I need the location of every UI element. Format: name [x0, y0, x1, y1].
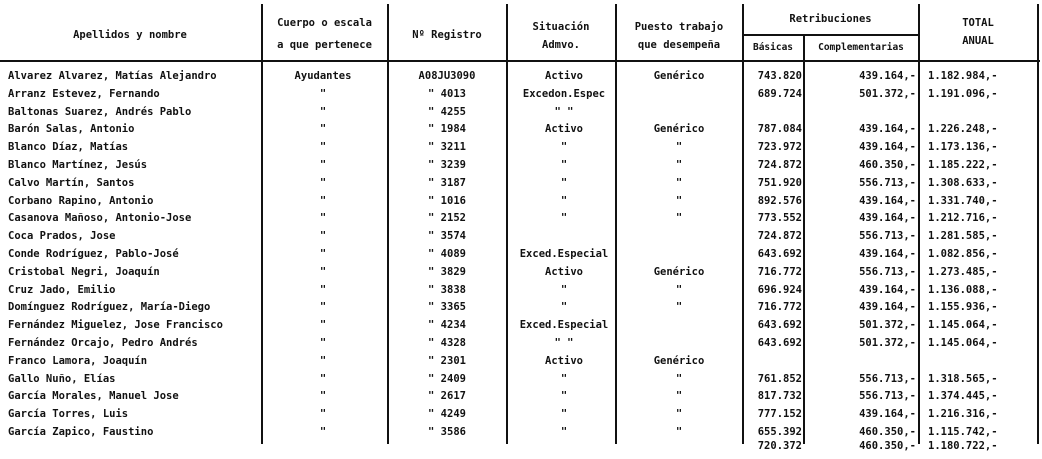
- header-situacion-line1: Situación: [532, 21, 590, 33]
- row-body: ": [319, 337, 327, 349]
- row-name: García Zapico, Faustino: [8, 426, 154, 438]
- row-name: Blanco Martínez, Jesús: [8, 159, 148, 171]
- row-registro: " 4013: [428, 87, 466, 100]
- retribuciones-rule: [742, 34, 918, 36]
- row-puesto: ": [675, 176, 683, 189]
- row-complementarias: 439.164,-: [859, 212, 916, 225]
- row-complementarias: 439.164,-: [859, 194, 916, 207]
- row-situacion: Activo: [545, 354, 583, 367]
- row-basicas: 817.732: [757, 390, 802, 403]
- row-complementarias: 460.350,-: [859, 159, 916, 171]
- row-basicas: 777.152: [757, 408, 802, 421]
- row-complementarias: 439.164,-: [859, 283, 916, 296]
- row-registro: " 3239: [428, 159, 466, 171]
- row-total: 1.226.248,-: [928, 123, 998, 136]
- row-body: ": [319, 301, 327, 314]
- row-complementarias: 439.164,-: [859, 408, 916, 421]
- row-body: ": [319, 194, 327, 207]
- header-registro: Nº Registro: [412, 29, 482, 41]
- row-puesto: Genérico: [653, 123, 705, 136]
- row-total: 1.212.716,-: [928, 212, 998, 225]
- row-puesto: ": [675, 301, 683, 314]
- row-body: Ayudantes: [294, 70, 352, 82]
- row-puesto: ": [675, 372, 683, 385]
- row-registro: " 3838: [428, 283, 466, 296]
- row-complementarias: 556.713,-: [859, 176, 916, 189]
- row-situacion: ": [560, 283, 568, 296]
- row-situacion: Exced.Especial: [519, 248, 609, 260]
- row-complementarias: 556.713,-: [859, 372, 916, 385]
- row-complementarias: 501.372,-: [859, 337, 916, 349]
- row-body: ": [319, 230, 327, 243]
- row-body: ": [319, 354, 327, 367]
- column-rule: [261, 4, 263, 444]
- row-basicas: 751.920: [757, 176, 802, 189]
- row-complementarias: 439.164,-: [859, 248, 916, 260]
- row-puesto: Genérico: [653, 70, 705, 82]
- row-total: 1.216.316,-: [928, 408, 998, 421]
- row-body: ": [319, 248, 327, 260]
- header-retribuciones: Retribuciones: [789, 13, 872, 25]
- row-basicas: 787.084: [757, 123, 802, 136]
- row-body: ": [319, 212, 327, 225]
- row-total: 1.082.856,-: [928, 248, 998, 260]
- row-body: ": [319, 87, 327, 100]
- row-name: García Morales, Manuel Jose: [8, 390, 179, 403]
- row-basicas: 655.392: [757, 426, 802, 438]
- header-total-line2: ANUAL: [962, 35, 994, 47]
- row-registro: " 2152: [428, 212, 466, 225]
- row-basicas: 716.772: [757, 265, 802, 278]
- row-total: 1.273.485,-: [928, 265, 998, 278]
- row-basicas: 743.820: [757, 70, 802, 82]
- row-basicas: 892.576: [757, 194, 802, 207]
- row-situacion: ": [560, 426, 568, 438]
- row-situacion: ": [560, 212, 568, 225]
- row-registro: " 3586: [428, 426, 466, 438]
- row-complementarias: 556.713,-: [859, 390, 916, 403]
- row-situacion: Activo: [545, 265, 583, 278]
- row-name: Blanco Díaz, Matías: [8, 141, 129, 154]
- row-total: 1.115.742,-: [928, 426, 998, 438]
- row-total: 1.308.633,-: [928, 176, 998, 189]
- row-total: 1.331.740,-: [928, 194, 998, 207]
- row-puesto: ": [675, 426, 683, 438]
- row-puesto: Genérico: [653, 265, 705, 278]
- header-complementarias: Complementarias: [818, 42, 904, 53]
- row-situacion: Activo: [545, 70, 583, 82]
- header-situacion-line2: Admvo.: [542, 39, 580, 51]
- row-name: Cruz Jado, Emilio: [8, 283, 116, 296]
- row-body: ": [319, 123, 327, 136]
- row-body: ": [319, 319, 327, 332]
- row-basicas: 724.872: [757, 230, 802, 243]
- row-registro: " 2409: [428, 372, 466, 385]
- row-puesto: ": [675, 390, 683, 403]
- row-puesto: ": [675, 159, 683, 171]
- row-name: Baltonas Suarez, Andrés Pablo: [8, 105, 192, 118]
- row-basicas: 723.972: [757, 141, 802, 154]
- row-body: ": [319, 426, 327, 438]
- row-name: Arranz Estevez, Fernando: [8, 87, 160, 100]
- row-body: ": [319, 176, 327, 189]
- row-name: Fernández Orcajo, Pedro Andrés: [8, 337, 198, 349]
- row-name: Casanova Mañoso, Antonio-Jose: [8, 212, 192, 225]
- row-basicas: 716.772: [757, 301, 802, 314]
- row-total: 1.173.136,-: [928, 141, 998, 154]
- row-body: ": [319, 105, 327, 118]
- row-situacion: ": [560, 176, 568, 189]
- row-basicas: 643.692: [757, 319, 802, 332]
- row-basicas: 643.692: [757, 337, 802, 349]
- row-puesto: ": [675, 408, 683, 421]
- row-total: 1.185.222,-: [928, 159, 998, 171]
- column-rule: [918, 4, 920, 444]
- row-name: Domínguez Rodríguez, María-Diego: [8, 301, 211, 314]
- row-name: Calvo Martín, Santos: [8, 176, 135, 189]
- row-registro: " 3187: [428, 176, 466, 189]
- column-rule: [506, 4, 508, 444]
- row-body: ": [319, 390, 327, 403]
- row-complementarias: 439.164,-: [859, 141, 916, 154]
- row-total: 1.191.096,-: [928, 87, 998, 100]
- row-basicas: 720.372: [757, 440, 802, 452]
- header-puesto-line1: Puesto trabajo: [634, 21, 724, 33]
- row-registro: " 2617: [428, 390, 466, 403]
- row-registro: " 4328: [428, 337, 466, 349]
- row-situacion: ": [560, 194, 568, 207]
- row-name: Corbano Rapino, Antonio: [8, 194, 154, 207]
- row-registro: " 3365: [428, 301, 466, 314]
- row-puesto: ": [675, 283, 683, 296]
- row-name: Barón Salas, Antonio: [8, 123, 135, 136]
- row-body: ": [319, 283, 327, 296]
- row-complementarias: 460.350,-: [859, 426, 916, 438]
- row-name: Gallo Nuño, Elías: [8, 372, 116, 385]
- row-registro: " 3211: [428, 141, 466, 154]
- row-puesto: ": [675, 194, 683, 207]
- row-complementarias: 501.372,-: [859, 87, 916, 100]
- row-situacion: ": [560, 141, 568, 154]
- row-puesto: ": [675, 141, 683, 154]
- row-body: ": [319, 159, 327, 171]
- row-situacion: Exced.Especial: [519, 319, 609, 332]
- row-basicas: 643.692: [757, 248, 802, 260]
- row-complementarias: 439.164,-: [859, 301, 916, 314]
- header-puesto-line2: que desempeña: [637, 39, 721, 51]
- row-situacion: ": [560, 408, 568, 421]
- row-total: 1.145.064,-: [928, 319, 998, 332]
- column-rule: [387, 4, 389, 444]
- row-body: ": [319, 141, 327, 154]
- row-situacion: Excedon.Espec: [522, 87, 606, 100]
- row-situacion: Activo: [545, 123, 583, 136]
- row-complementarias: 501.372,-: [859, 319, 916, 332]
- row-registro: A08JU3090: [418, 70, 476, 82]
- row-situacion: " ": [554, 337, 574, 349]
- row-puesto: Genérico: [653, 354, 705, 367]
- row-registro: " 4249: [428, 408, 466, 421]
- row-body: ": [319, 408, 327, 421]
- row-name: Conde Rodríguez, Pablo-José: [8, 248, 179, 260]
- row-complementarias: 460.350,-: [859, 440, 916, 452]
- header-rule: [0, 60, 1040, 62]
- row-situacion: ": [560, 372, 568, 385]
- row-situacion: ": [560, 159, 568, 171]
- row-registro: " 4255: [428, 105, 466, 118]
- row-registro: " 1984: [428, 123, 466, 136]
- row-registro: " 3829: [428, 265, 466, 278]
- row-total: 1.136.088,-: [928, 283, 998, 296]
- row-puesto: ": [675, 212, 683, 225]
- row-complementarias: 556.713,-: [859, 230, 916, 243]
- row-total: 1.182.984,-: [928, 70, 998, 82]
- row-total: 1.180.722,-: [928, 440, 998, 452]
- row-total: 1.281.585,-: [928, 230, 998, 243]
- row-basicas: 689.724: [757, 87, 802, 100]
- row-total: 1.145.064,-: [928, 337, 998, 349]
- row-basicas: 696.924: [757, 283, 802, 296]
- row-total: 1.374.445,-: [928, 390, 998, 403]
- row-situacion: " ": [554, 105, 574, 118]
- row-basicas: 761.852: [757, 372, 802, 385]
- row-body: ": [319, 372, 327, 385]
- row-registro: " 2301: [428, 354, 466, 367]
- row-basicas: 724.872: [757, 159, 802, 171]
- header-total-line1: TOTAL: [962, 17, 994, 29]
- row-name: Alvarez Alvarez, Matías Alejandro: [8, 70, 217, 82]
- row-registro: " 3574: [428, 230, 466, 243]
- header-name: Apellidos y nombre: [73, 29, 187, 41]
- header-body-line1: Cuerpo o escala: [277, 17, 372, 29]
- row-name: Coca Prados, Jose: [8, 230, 116, 243]
- row-body: ": [319, 265, 327, 278]
- row-registro: " 1016: [428, 194, 466, 207]
- row-total: 1.318.565,-: [928, 372, 998, 385]
- row-registro: " 4089: [428, 248, 466, 260]
- row-total: 1.155.936,-: [928, 301, 998, 314]
- column-rule: [803, 34, 805, 444]
- row-basicas: 773.552: [757, 212, 802, 225]
- row-registro: " 4234: [428, 319, 466, 332]
- row-situacion: ": [560, 390, 568, 403]
- row-complementarias: 439.164,-: [859, 123, 916, 136]
- row-name: Cristobal Negri, Joaquín: [8, 265, 160, 278]
- row-situacion: ": [560, 301, 568, 314]
- header-basicas: Básicas: [752, 42, 794, 53]
- row-complementarias: 439.164,-: [859, 70, 916, 82]
- row-name: Franco Lamora, Joaquín: [8, 354, 148, 367]
- header-body-line2: a que pertenece: [277, 39, 372, 51]
- row-name: García Torres, Luis: [8, 408, 129, 421]
- row-name: Fernández Miguelez, Jose Francisco: [8, 319, 223, 332]
- row-complementarias: 556.713,-: [859, 265, 916, 278]
